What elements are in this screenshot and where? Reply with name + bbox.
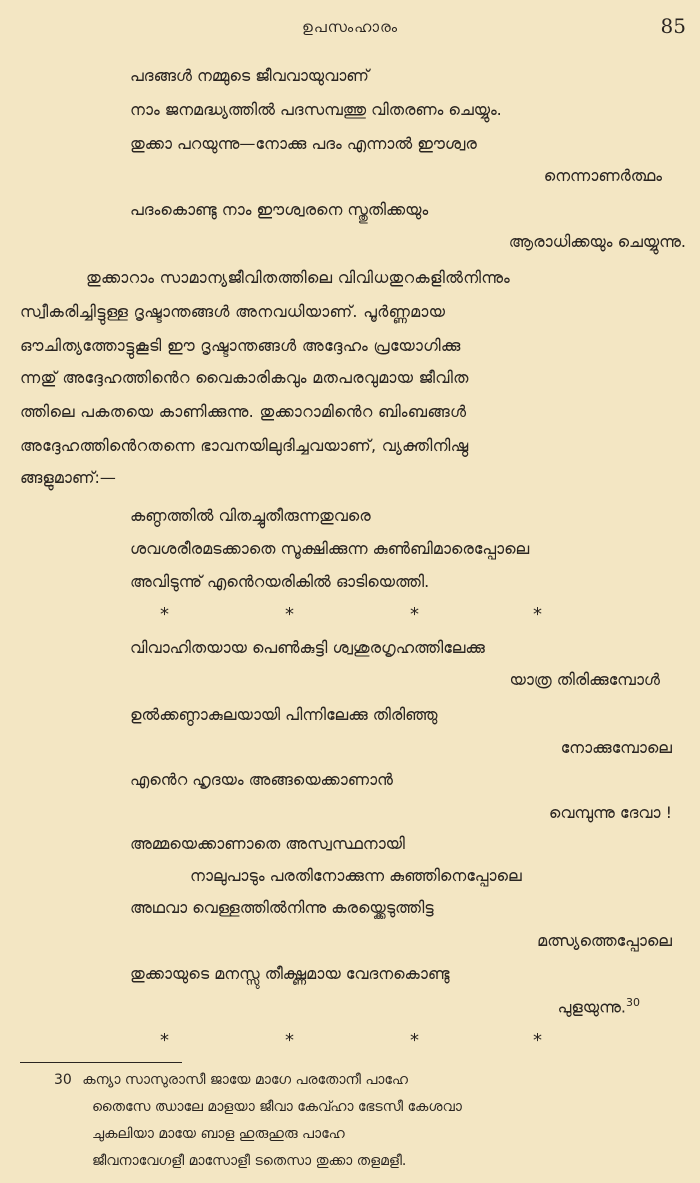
paragraph-line-6: അദ്ദേഹത്തിൻെറതന്നെ ഭാവനയിലുദിച്ചവയാണ്, വ്യക്തിനിഷ്ഠ bbox=[20, 436, 469, 455]
separator-star: * bbox=[160, 1030, 169, 1051]
verse3-line-8: നാലുപാടും പരതിനോക്കുന്ന കുഞ്ഞിനെപ്പോലെ bbox=[190, 866, 522, 885]
verse1-line-5: പദംകൊണ്ടു നാം ഈശ്വരനെ സ്തുതിക്കയും bbox=[130, 200, 429, 219]
footnote-number: 30 bbox=[54, 1072, 72, 1088]
verse1-line-2: നാം ജനമദ്ധ്യത്തിൽ പദസമ്പത്തു വിതരണം ചെയ്യും. bbox=[130, 100, 502, 119]
page-number: 85 bbox=[660, 14, 686, 38]
verse1-line-3: തുക്കാ പറയുന്നു—നോക്കു പദം എന്നാൽ ഈശ്വര bbox=[130, 134, 477, 153]
paragraph-line-2: സ്വീകരിച്ചിട്ടുള്ള ദൃഷ്ടാന്തങ്ങൾ അനവധിയാണ്. പൂർണ്ണമായ bbox=[20, 302, 446, 321]
footnote-line-1 bbox=[54, 1072, 408, 1088]
separator-star: * bbox=[160, 604, 169, 625]
verse1-line-4: നെന്നാണർത്ഥം bbox=[543, 166, 662, 185]
verse3-line-7: അമ്മയെക്കാണാതെ അസ്വസ്ഥനായി bbox=[130, 834, 405, 853]
verse2-line-2: ശവശരീരമടക്കാതെ സൂക്ഷിക്കുന്ന കുൺബിമാരെപ്പോലെ bbox=[130, 539, 530, 558]
paragraph-line-5: ത്തിലെ പകതയെ കാണിക്കുന്നു. തുക്കാറാമിൻെറ ബിംബങ്ങൾ bbox=[20, 402, 467, 421]
verse1-line-6: ആരാധിക്കയും ചെയ്യുന്നു. bbox=[508, 232, 686, 251]
separator-star: * bbox=[533, 1030, 542, 1051]
paragraph-line-1: തുക്കാറാം സാമാന്യജീവിതത്തിലെ വിവിധതുറകളിൽനിന്നും bbox=[86, 268, 511, 287]
verse2-line-3: അവിടുന്നു് എൻെറയരികിൽ ഓടിയെത്തി. bbox=[130, 572, 430, 591]
separator-star: * bbox=[533, 604, 542, 625]
footnote-reference: 30 bbox=[626, 996, 640, 1009]
verse1-line-1: പദങ്ങൾ നമ്മുടെ ജീവവായുവാണ് bbox=[130, 66, 369, 85]
paragraph-line-7: ങ്ങളുമാണ്:— bbox=[20, 468, 116, 487]
verse3-line-9: അഥവാ വെള്ളത്തിൽനിന്നു കരയ്ക്കെടുത്തിട്ട bbox=[130, 898, 434, 917]
verse3-line-4: നോക്കുമ്പോലെ bbox=[560, 738, 672, 757]
verse3-line-12-text: പുളയുന്നു. bbox=[557, 997, 626, 1017]
section-separator bbox=[0, 604, 700, 624]
footnote-text: കന്യാ സാസുരാസീ ജായേ മാഗേ പരതോനീ പാഹേ bbox=[82, 1072, 408, 1088]
verse3-line-3: ഉൽക്കണ്ഠാകുലയായി പിന്നിലേക്കു തിരിഞ്ഞു bbox=[130, 705, 438, 724]
verse3-line-1: വിവാഹിതയായ പെൺകുട്ടി ശ്വശുരഗൃഹത്തിലേക്കു bbox=[130, 638, 485, 657]
verse3-line-12 bbox=[558, 996, 640, 1017]
separator-star: * bbox=[285, 604, 294, 625]
separator-star: * bbox=[410, 1030, 419, 1051]
paragraph-line-3: ഔചിത്യത്തോട്ടുകൂടി ഈ ദൃഷ്ടാന്തങ്ങൾ അദ്ദേഹം പ്രയോഗിക്കു bbox=[20, 336, 461, 355]
running-header: ഉപസംഹാരം bbox=[302, 18, 398, 36]
footnote-line-2: തൈസേ ഝാലേ മാളയാ ജീവാ കേവ്ഹാ ഭേടസീ കേശവാ bbox=[92, 1099, 462, 1115]
separator-star: * bbox=[285, 1030, 294, 1051]
separator-star: * bbox=[410, 604, 419, 625]
paragraph-line-4: ന്നതു് അദ്ദേഹത്തിൻെറ വൈകാരികവും മതപരവുമായ ജീവിത bbox=[20, 368, 469, 387]
footnote-line-3: ചുകലിയാ മായേ ബാള ഹുരുഹുരു പാഹേ bbox=[92, 1126, 345, 1142]
verse3-line-2: യാത്ര തിരിക്കുമ്പോൾ bbox=[509, 670, 660, 689]
verse3-line-10: മത്സ്യത്തെപ്പോലെ bbox=[537, 931, 672, 950]
verse3-line-11: തുക്കായുടെ മനസ്സു തീക്ഷ്ണമായ വേദനകൊണ്ടു bbox=[130, 964, 450, 983]
verse2-line-1: കണ്ഠത്തിൽ വിതച്ചുതീരുന്നതുവരെ bbox=[130, 506, 371, 525]
verse3-line-5: എൻെറ ഹൃദയം അങ്ങയെക്കാണാൻ bbox=[130, 770, 393, 789]
verse3-line-6: വെമ്പുന്നു ദേവാ ! bbox=[548, 803, 672, 822]
footnote-rule bbox=[20, 1062, 182, 1063]
section-separator-2 bbox=[0, 1030, 700, 1050]
footnote-line-4: ജീവനാവേഗളീ മാസോളീ ടതെസാ തുക്കാ തളമളീ. bbox=[92, 1153, 407, 1169]
